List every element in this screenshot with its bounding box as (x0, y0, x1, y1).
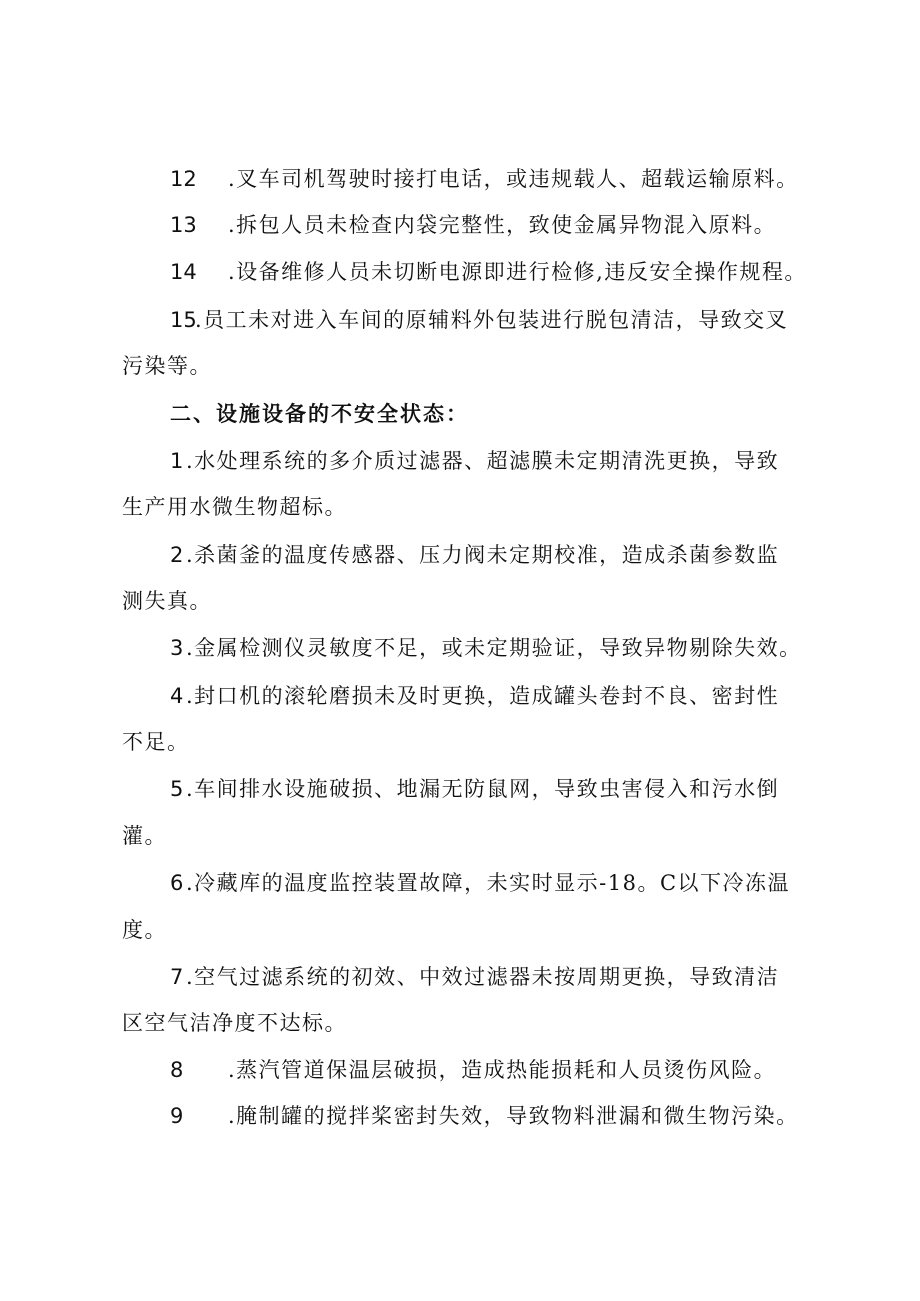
section-heading: 二、设施设备的不安全状态： (170, 401, 469, 426)
item-text: .水处理系统的多介质过滤器、超滤膜未定期清洗更换，导致 (186, 449, 780, 473)
item-text: .腌制罐的搅拌桨密封失效，导致物料泄漏和微生物污染。 (228, 1104, 799, 1128)
item-number: 3 (170, 636, 184, 660)
item-text-continuation: 区空气洁净度不达标。 (122, 1011, 347, 1035)
item-text: .车间排水设施破损、地漏无防鼠网，导致虫害侵入和污水倒 (186, 777, 780, 801)
item-text: .拆包人员未检查内袋完整性，致使金属异物混入原料。 (228, 213, 777, 237)
item-text: .杀菌釜的温度传感器、压力阀未定期校准，造成杀菌参数监 (186, 543, 780, 567)
item-text-continuation: 污染等。 (122, 354, 212, 378)
item-number: 9 (170, 1104, 184, 1128)
item-text: .封口机的滚轮磨损未及时更换，造成罐头卷封不良、密封性 (186, 684, 780, 708)
item-number: 7 (170, 965, 184, 989)
item-text: .冷藏库的温度监控装置故障，未实时显示-18。C以下冷冻温 (186, 871, 791, 895)
item-text-continuation: 测失真。 (122, 589, 212, 613)
item-text: .叉车司机驾驶时接打电话，或违规载人、超载运输原料。 (228, 167, 799, 191)
item-number: 14 (170, 260, 197, 284)
item-number: 6 (170, 871, 184, 895)
item-text: .蒸汽管道保温层破损，造成热能损耗和人员烫伤风险。 (228, 1058, 777, 1082)
item-text: .金属检测仪灵敏度不足，或未定期验证，导致异物剔除失效。 (186, 636, 802, 660)
item-number: 1 (170, 449, 184, 473)
item-text-continuation: 不足。 (122, 730, 190, 754)
item-number: 8 (170, 1058, 184, 1082)
item-text: .空气过滤系统的初效、中效过滤器未按周期更换，导致清洁 (186, 965, 780, 989)
item-text: .员工未对进入车间的原辅料外包装进行脱包清洁，导致交叉 (195, 308, 789, 332)
item-number: 15 (170, 308, 197, 332)
item-number: 13 (170, 213, 197, 237)
item-text-continuation: 灌。 (122, 824, 167, 848)
item-number: 4 (170, 684, 184, 708)
item-number: 12 (170, 167, 197, 191)
item-text-continuation: 生产用水微生物超标。 (122, 495, 347, 519)
item-number: 2 (170, 543, 184, 567)
item-text-continuation: 度。 (122, 918, 167, 942)
item-number: 5 (170, 777, 184, 801)
item-text: .设备维修人员未切断电源即进行检修,违反安全操作规程。 (228, 260, 807, 284)
